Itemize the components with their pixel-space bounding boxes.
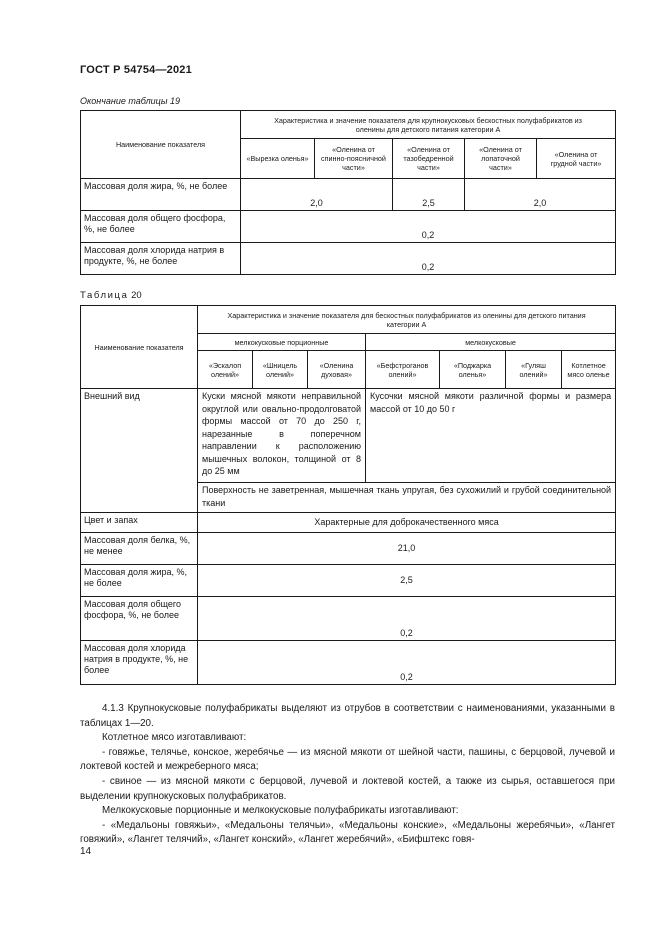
table20-appearance-common: Поверхность не заветренная, мышечная ткань упругая, без сухожилий и грубой соединительной ткани [198,483,616,513]
table20-col-header: «Эскалоп олений» [198,351,253,389]
table19-col-header: «Оленина от грудной части» [537,139,616,179]
table19-col-header: «Оленина от спинно-поясничной части» [315,139,393,179]
table20-indicator-header: Наименование показателя [81,306,198,389]
table19-value: 2,0 [241,179,393,211]
table19-value: 2,5 [393,179,465,211]
body-paragraph: 4.1.3 Крупнокусковые полуфабрикаты выделяют из отрубов в соответствии с наименованиями, указанными в таблицах 1—20. [80,703,615,729]
table19-col-header: «Вырезка оленья» [241,139,315,179]
table19-col-header: «Оленина от лопаточной части» [465,139,537,179]
table19-row-label: Массовая доля жира, %, не более [81,179,241,211]
table20-row-label: Массовая доля белка, %, не менее [81,533,198,565]
table20-col-header: «Шницель олений» [253,351,308,389]
table20-subgroup-small: мелкокусковые [366,334,616,351]
table20-caption [80,290,142,301]
table20-row-label: Массовая доля жира, %, не более [81,565,198,597]
table20-group-header: Характеристика и значение показателя для бескостных полуфабрикатов из оленины для детского питания категории А [198,306,616,334]
body-paragraph: - свиное — из мясной мякоти с берцовой, лучевой и локтевой костей, а также из сырья, оставшегося при выделении крупнокусковых полуфабрикатов. [80,775,615,802]
table19-value: 0,2 [241,211,616,243]
body-text [80,702,615,848]
body-paragraph: Мелкокусковые порционные и мелкокусковые полуфабрикаты изготавливают: [102,805,459,817]
body-paragraph: - «Медальоны говяжьи», «Медальоны телячьи», «Медальоны конские», «Медальоны жеребячьи», «Лангет говяжий», «Лангет телячий», «Лангет конский», «Лангет жеребячий», «Бифштекс говя- [80,819,615,846]
table20-col-header: «Оленина духовая» [308,351,366,389]
table20-row-label: Внешний вид [81,389,198,513]
table20-value: 0,2 [198,641,616,685]
table19-row-label: Массовая доля общего фосфора, %, не более [81,211,241,243]
table19-value: 2,0 [465,179,616,211]
table19-caption: Окончание таблицы 19 [80,96,180,106]
table20-row-label: Массовая доля хлорида натрия в продукте, %, не более [81,641,198,685]
table20-subgroup-portion: мелкокусковые порционные [198,334,366,351]
body-paragraph: Котлетное мясо изготавливают: [102,732,247,744]
table20-value: 21,0 [198,533,616,565]
table20-col-header: «Гуляш олений» [506,351,562,389]
table20-row-label: Цвет и запах [81,513,198,533]
table-19 [80,110,616,275]
table20-appearance-portion: Куски мясной мякоти неправильной округлой или овально-продолговатой формы массой от 70 до 250 г, нарезанные в поперечном направлении к расположению мышечных волокон, толщиной от 8 до 25 мм [198,389,366,483]
table20-value: 2,5 [198,565,616,597]
table20-col-header: «Поджарка оленья» [440,351,506,389]
table19-col-header: «Оленина от тазобедренной части» [393,139,465,179]
table19-indicator-header: Наименование показателя [81,111,241,179]
table20-caption-word: Таблица [80,290,129,301]
body-paragraph: - говяжье, телячье, конское, жеребячье — из мясной мякоти от шейной части, пашины, с берцовой, лучевой и локтевой костей и межреберного мяса; [80,746,615,773]
table20-col-header: «Бефстроганов олений» [366,351,440,389]
table19-row-label: Массовая доля хлорида натрия в продукте, %, не более [81,243,241,275]
table19-group-header: Характеристика и значение показателя для крупнокусковых бескостных полуфабрикатов из оленины для детского питания категории А [241,111,616,139]
table20-caption-number: 20 [131,290,142,301]
table20-value: 0,2 [198,597,616,641]
document-header: ГОСТ Р 54754—2021 [80,64,192,76]
table-20 [80,305,616,685]
page-number: 14 [80,846,92,857]
table20-col-header: Котлетное мясо оленье [562,351,616,389]
table20-appearance-small: Кусочки мясной мякоти различной формы и размера массой от 10 до 50 г [366,389,616,483]
table20-value: Характерные для доброкачественного мяса [198,513,616,533]
table19-value: 0,2 [241,243,616,275]
table20-row-label: Массовая доля общего фосфора, %, не более [81,597,198,641]
